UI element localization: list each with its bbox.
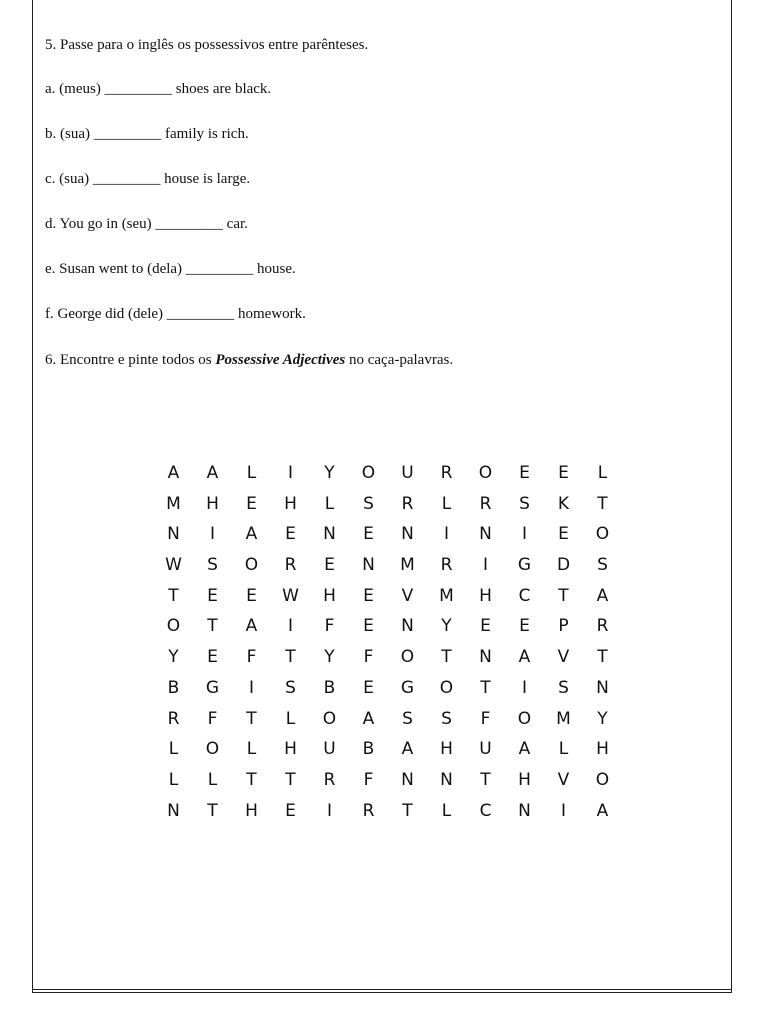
word-search-letter[interactable]: T — [168, 585, 179, 606]
word-search-letter[interactable]: Y — [441, 616, 452, 637]
word-search-letter[interactable]: Y — [324, 463, 335, 483]
word-search-letter[interactable]: A — [596, 585, 609, 606]
word-search-letter[interactable]: Y — [597, 708, 608, 729]
word-search-letter[interactable]: N — [596, 677, 609, 698]
word-search-letter[interactable]: A — [596, 800, 609, 821]
word-search-letter[interactable]: H — [245, 800, 258, 821]
word-search-letter[interactable]: U — [479, 739, 492, 760]
word-search-letter[interactable]: H — [206, 493, 219, 514]
word-search-letter[interactable]: M — [439, 585, 454, 606]
word-search-letter[interactable]: G — [400, 677, 415, 698]
exercise-5-item-c: c. (sua) _________ house is large. — [45, 171, 251, 187]
word-search-letter[interactable]: E — [363, 616, 374, 637]
word-search-letter[interactable]: T — [480, 769, 491, 790]
word-search-letter[interactable]: T — [246, 708, 257, 729]
word-search-letter[interactable]: A — [362, 708, 375, 729]
word-search-letter[interactable]: H — [479, 585, 492, 606]
word-search-letter[interactable]: S — [597, 555, 608, 576]
word-search-letter[interactable]: A — [206, 463, 219, 483]
exercise-6-suffix: no caça-palavras. — [345, 352, 454, 368]
word-search-letter[interactable]: P — [558, 616, 569, 637]
word-search-letter[interactable]: N — [518, 800, 531, 821]
word-search-letter[interactable]: A — [245, 616, 258, 637]
word-search-letter[interactable]: L — [285, 708, 296, 729]
word-search-letter[interactable]: M — [556, 708, 571, 729]
exercise-6-emphasis: Possessive Adjectives — [215, 352, 346, 368]
word-search-letter[interactable]: S — [285, 677, 296, 698]
word-search-letter[interactable]: R — [596, 616, 609, 637]
word-search-letter[interactable]: F — [324, 616, 335, 637]
word-search-letter[interactable]: O — [322, 708, 337, 729]
word-search-letter[interactable]: S — [441, 708, 452, 729]
word-search-letter[interactable]: O — [244, 555, 259, 576]
word-search-letter[interactable]: T — [597, 493, 608, 514]
word-search-letter[interactable]: Y — [324, 647, 335, 668]
word-search-letter[interactable]: W — [282, 585, 299, 606]
word-search-letter[interactable]: N — [401, 769, 414, 790]
word-search-letter[interactable]: V — [557, 647, 570, 668]
word-search-letter[interactable]: O — [595, 524, 610, 545]
word-search-letter[interactable]: L — [558, 739, 569, 760]
word-search-letter[interactable]: E — [246, 585, 257, 606]
word-search-letter[interactable]: I — [326, 800, 332, 821]
word-search-letter[interactable]: Y — [168, 647, 179, 668]
word-search-letter[interactable]: I — [287, 616, 293, 637]
word-search-letter[interactable]: S — [363, 493, 374, 514]
word-search-letter[interactable]: L — [168, 739, 179, 760]
word-search-letter[interactable]: F — [480, 708, 491, 729]
exercise-5-item-d: d. You go in (seu) _________ car. — [45, 216, 248, 232]
exercise-5-item-a: a. (meus) _________ shoes are black. — [45, 81, 272, 97]
word-search-letter[interactable]: I — [287, 463, 293, 483]
word-search-letter[interactable]: L — [441, 800, 452, 821]
exercise-6-prefix: 6. Encontre e pinte todos os — [45, 352, 216, 368]
word-search-letter[interactable]: S — [402, 708, 413, 729]
word-search-letter[interactable]: L — [441, 493, 452, 514]
word-search-letter[interactable]: I — [560, 800, 566, 821]
word-search-letter[interactable]: H — [596, 739, 609, 760]
word-search-letter[interactable]: O — [400, 647, 415, 668]
word-search-letter[interactable]: H — [323, 585, 336, 606]
word-search-letter[interactable]: L — [246, 739, 257, 760]
word-search-letter[interactable]: L — [246, 463, 257, 483]
word-search-letter[interactable]: T — [207, 800, 218, 821]
word-search-letter[interactable]: V — [557, 769, 570, 790]
word-search-letter[interactable]: E — [285, 524, 296, 545]
word-search-letter[interactable]: O — [361, 463, 376, 483]
word-search-letter[interactable]: H — [284, 739, 297, 760]
word-search-letter[interactable]: A — [518, 739, 531, 760]
word-search-letter[interactable]: F — [363, 647, 374, 668]
exercise-5-item-e: e. Susan went to (dela) _________ house. — [45, 261, 296, 277]
word-search-letter[interactable]: E — [519, 616, 530, 637]
exercise-5-item-f: f. George did (dele) _________ homework. — [45, 306, 306, 322]
word-search-letter[interactable]: R — [440, 555, 453, 576]
word-search-letter[interactable]: O — [439, 677, 454, 698]
exercise-6-instruction — [45, 351, 453, 369]
word-search-letter[interactable]: O — [478, 463, 493, 483]
word-search-letter[interactable]: L — [168, 769, 179, 790]
word-search-letter[interactable]: E — [207, 585, 218, 606]
word-search-letter[interactable]: C — [518, 585, 531, 606]
exercise-5-title: 5. Passe para o inglês os possessivos entre parênteses. — [45, 37, 369, 53]
word-search-letter[interactable]: V — [401, 585, 414, 606]
exercise-5-item-b: b. (sua) _________ family is rich. — [45, 126, 249, 142]
word-search-grid — [154, 458, 622, 826]
word-search-letter[interactable]: F — [363, 769, 374, 790]
word-search-letter[interactable]: N — [167, 800, 180, 821]
word-search-letter[interactable]: E — [558, 524, 569, 545]
word-search-letter[interactable]: A — [518, 647, 531, 668]
word-search-letter[interactable]: N — [479, 647, 492, 668]
word-search-letter[interactable]: S — [558, 677, 569, 698]
word-search-letter[interactable]: T — [285, 769, 296, 790]
word-search-letter[interactable]: E — [246, 493, 257, 514]
word-search-letter[interactable]: E — [558, 463, 569, 483]
word-search-letter[interactable]: G — [205, 677, 220, 698]
word-search-letter[interactable]: E — [519, 463, 530, 483]
word-search-letter[interactable]: O — [205, 739, 220, 760]
word-search-letter[interactable]: E — [324, 555, 335, 576]
word-search-letter[interactable]: U — [401, 463, 414, 483]
word-search-letter[interactable]: E — [207, 647, 218, 668]
word-search-letter[interactable]: L — [597, 463, 608, 483]
word-search-letter[interactable]: E — [363, 677, 374, 698]
word-search-letter[interactable]: T — [597, 647, 608, 668]
word-search-letter[interactable]: E — [363, 585, 374, 606]
word-search-letter[interactable]: N — [167, 524, 180, 545]
word-search-letter[interactable]: D — [556, 555, 571, 576]
word-search-letter[interactable]: B — [323, 677, 336, 698]
word-search-letter[interactable]: L — [324, 493, 335, 514]
word-search-letter[interactable]: N — [401, 616, 414, 637]
word-search-letter[interactable]: W — [165, 555, 182, 576]
word-search-letter[interactable]: R — [323, 769, 336, 790]
word-search-letter[interactable]: N — [440, 769, 453, 790]
word-search-letter[interactable]: H — [440, 739, 453, 760]
word-search-letter[interactable]: I — [521, 524, 527, 545]
word-search-letter[interactable]: N — [401, 524, 414, 545]
word-search-letter[interactable]: R — [440, 463, 453, 483]
word-search-letter[interactable]: I — [482, 555, 488, 576]
word-search-letter[interactable]: R — [284, 555, 297, 576]
word-search-letter[interactable]: I — [443, 524, 449, 545]
word-search-letter[interactable]: R — [167, 708, 180, 729]
word-search-letter[interactable]: O — [166, 616, 181, 637]
word-search-letter[interactable]: G — [517, 555, 532, 576]
word-search-letter[interactable]: M — [166, 493, 181, 514]
word-search-letter[interactable]: L — [207, 769, 218, 790]
word-search-letter[interactable]: A — [167, 463, 180, 483]
word-search-letter[interactable]: N — [479, 524, 492, 545]
word-search-letter[interactable]: E — [363, 524, 374, 545]
word-search-letter[interactable]: H — [284, 493, 297, 514]
word-search-letter[interactable]: H — [518, 769, 531, 790]
word-search-letter[interactable]: E — [480, 616, 491, 637]
word-search-letter[interactable]: A — [401, 739, 414, 760]
word-search-letter[interactable]: B — [362, 739, 375, 760]
word-search-letter[interactable]: R — [362, 800, 375, 821]
word-search-letter[interactable]: T — [441, 647, 452, 668]
word-search-letter[interactable]: S — [207, 555, 218, 576]
word-search-letter[interactable]: I — [248, 677, 254, 698]
word-search-letter[interactable]: T — [207, 616, 218, 637]
word-search-letter[interactable]: O — [595, 769, 610, 790]
word-search-letter[interactable]: C — [479, 800, 492, 821]
word-search-letter[interactable]: I — [209, 524, 215, 545]
word-search-letter[interactable]: A — [245, 524, 258, 545]
word-search-letter[interactable]: F — [207, 708, 218, 729]
word-search-letter[interactable]: T — [246, 769, 257, 790]
word-search-letter[interactable]: E — [285, 800, 296, 821]
word-search-letter[interactable]: N — [362, 555, 375, 576]
word-search-letter[interactable]: R — [401, 493, 414, 514]
word-search-letter[interactable]: B — [167, 677, 180, 698]
word-search-letter[interactable]: F — [246, 647, 257, 668]
word-search-letter[interactable]: O — [517, 708, 532, 729]
word-search-letter[interactable]: R — [479, 493, 492, 514]
word-search-letter[interactable]: M — [400, 555, 415, 576]
word-search-letter[interactable]: T — [285, 647, 296, 668]
word-search-letter[interactable]: T — [558, 585, 569, 606]
word-search-letter[interactable]: U — [323, 739, 336, 760]
word-search-letter[interactable]: K — [557, 493, 570, 514]
word-search-letter[interactable]: S — [519, 493, 530, 514]
word-search-letter[interactable]: T — [480, 677, 491, 698]
word-search-letter[interactable]: T — [402, 800, 413, 821]
word-search-letter[interactable]: I — [521, 677, 527, 698]
word-search-letter[interactable]: N — [323, 524, 336, 545]
